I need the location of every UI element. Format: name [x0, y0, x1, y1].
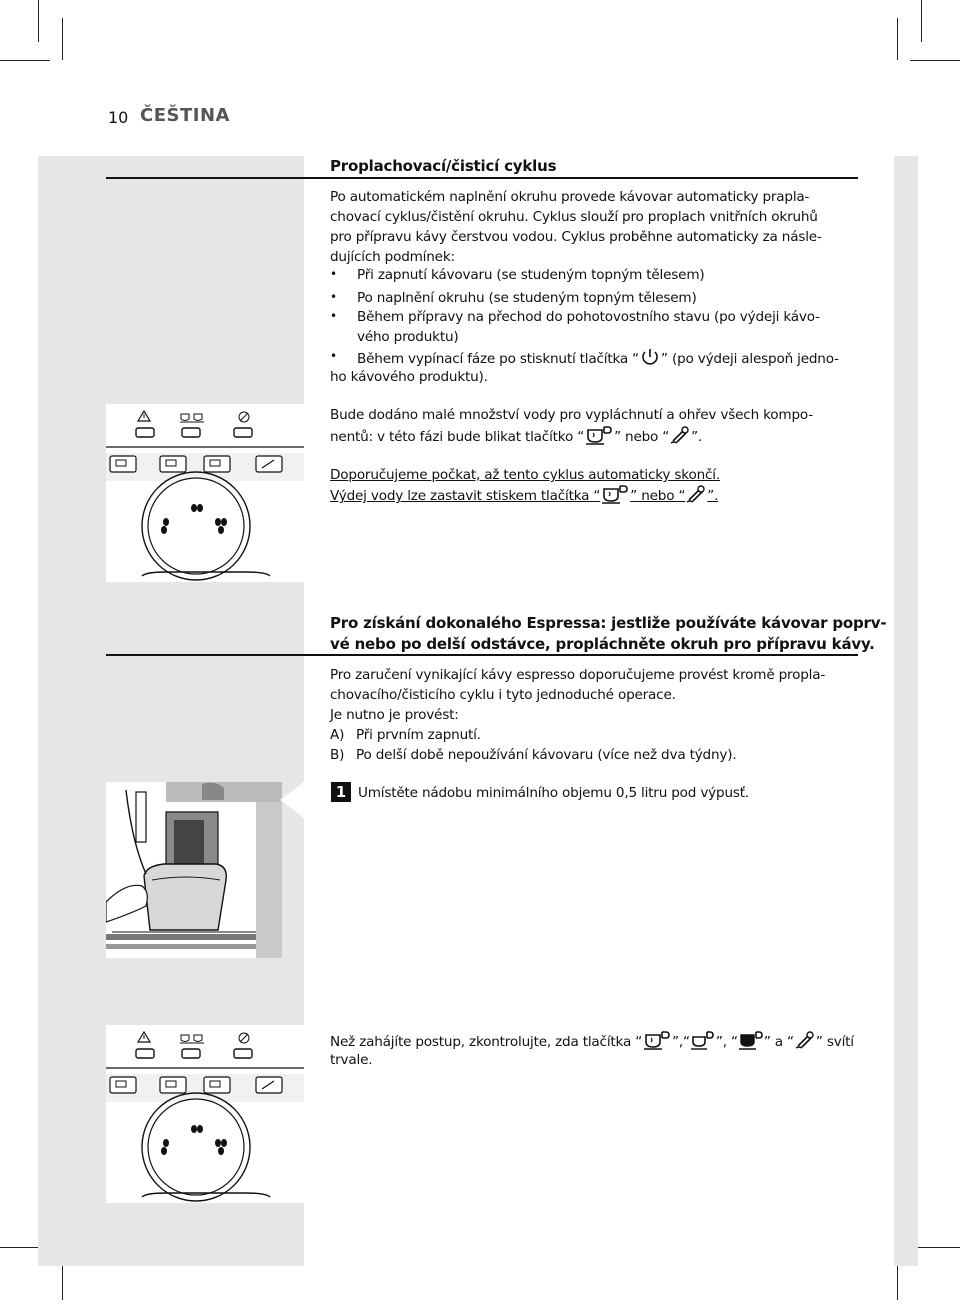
paragraph-line: chovací cyklus/čistění okruhu. Cyklus slouží pro proplach vnitřních okruhů	[330, 209, 818, 225]
paragraph-line: pro přípravu kávy čerstvou vodou. Cyklus proběhne automaticky za násle-	[330, 229, 822, 245]
control-panel-illustration	[106, 1025, 304, 1203]
bullet-marker: •	[330, 267, 338, 281]
list-item: Při prvním zapnutí.	[356, 727, 481, 743]
bullet-text: Během přípravy na přechod do pohotovostního stavu (po výdeji kávo-	[357, 309, 820, 325]
note-text: ”.	[691, 429, 703, 445]
bullet-marker: •	[330, 349, 338, 363]
steam-icon	[685, 484, 707, 504]
power-icon	[639, 347, 661, 367]
crop-mark	[910, 60, 960, 61]
bullet-text-part: ” (po výdeji alespoň jedno-	[661, 351, 839, 367]
espresso-cup-icon	[690, 1030, 716, 1050]
instruction-line	[330, 1030, 854, 1052]
instruction-text: Než zahájíte postup, zkontrolujte, zda tlačítka “	[330, 1034, 643, 1050]
crop-mark	[0, 60, 50, 61]
bullet-text	[357, 347, 839, 369]
list-marker: B)	[330, 747, 345, 763]
steam-icon	[669, 425, 691, 445]
heading-rule	[106, 177, 858, 179]
section-heading: vé nebo po delší odstávce, propláchněte okruh pro přípravu kávy.	[330, 635, 875, 653]
hot-water-cup-icon	[584, 425, 614, 445]
step-text: Umístěte nádobu minimálního objemu 0,5 litru pod výpusť.	[358, 785, 749, 801]
section-heading: Pro získání dokonalého Espressa: jestliže používáte kávovar poprv-	[330, 614, 887, 632]
note-line: Bude dodáno malé množství vody pro vypláchnutí a ohřev všech kompo-	[330, 407, 813, 423]
recommendation-text: ” nebo “	[630, 488, 686, 504]
section-heading: Proplachovací/čisticí cyklus	[330, 157, 557, 175]
right-margin-bar	[894, 156, 918, 1266]
bullet-marker: •	[330, 290, 338, 304]
bullet-text: Po naplnění okruhu (se studeným topným tělesem)	[357, 290, 697, 306]
instruction-line: trvale.	[330, 1052, 373, 1068]
paragraph-line: Po automatickém naplnění okruhu provede kávovar automaticky prapla-	[330, 189, 810, 205]
instruction-text: ”, “	[715, 1034, 738, 1050]
page-number: 10	[108, 108, 129, 127]
paragraph-line: dujících podmínek:	[330, 249, 455, 265]
instruction-text: ”,“	[672, 1034, 690, 1050]
crop-mark	[62, 18, 63, 60]
recommendation-text: Výdej vody lze zastavit stiskem tlačítka “	[330, 488, 601, 504]
paragraph-line: Pro zaručení vynikající kávy espresso doporučujeme provést kromě propla-	[330, 667, 826, 683]
bullet-text: ho kávového produktu).	[330, 369, 488, 385]
paragraph-line: chovacího/čisticího cyklu i tyto jednoduché operace.	[330, 687, 676, 703]
bullet-marker: •	[330, 309, 338, 323]
instruction-text: ” svítí	[815, 1034, 854, 1050]
list-item: Po delší době nepoužívání kávovaru (více než dva týdny).	[356, 747, 737, 763]
step-number-badge: 1	[331, 782, 351, 802]
recommendation-line: Doporučujeme počkat, až tento cyklus automaticky skončí.	[330, 467, 720, 483]
coffee-cup-icon	[738, 1030, 764, 1050]
language-title: ČEŠTINA	[140, 105, 230, 126]
list-marker: A)	[330, 727, 345, 743]
crop-mark	[38, 0, 39, 42]
machine-with-container-illustration	[106, 782, 282, 958]
control-panel-illustration	[106, 404, 304, 582]
bullet-text: vého produktu)	[357, 329, 459, 345]
hot-water-cup-icon	[600, 484, 630, 504]
recommendation-line	[330, 484, 718, 506]
hot-water-cup-icon	[642, 1030, 672, 1050]
note-text: ” nebo “	[614, 429, 670, 445]
steam-icon	[794, 1030, 816, 1050]
paragraph-line: Je nutno je provést:	[330, 707, 459, 723]
bullet-text-part: Během vypínací fáze po stisknutí tlačítka “	[357, 351, 639, 367]
note-text: nentů: v této fázi bude blikat tlačítko “	[330, 429, 585, 445]
crop-mark	[921, 0, 922, 42]
bullet-text: Při zapnutí kávovaru (se studeným topným tělesem)	[357, 267, 705, 283]
note-line	[330, 425, 702, 447]
recommendation-text: ”.	[707, 488, 719, 504]
crop-mark	[897, 18, 898, 60]
callout-pointer	[280, 782, 306, 822]
heading-rule	[106, 654, 858, 656]
instruction-text: ” a “	[763, 1034, 794, 1050]
callout-pointer	[280, 404, 306, 444]
